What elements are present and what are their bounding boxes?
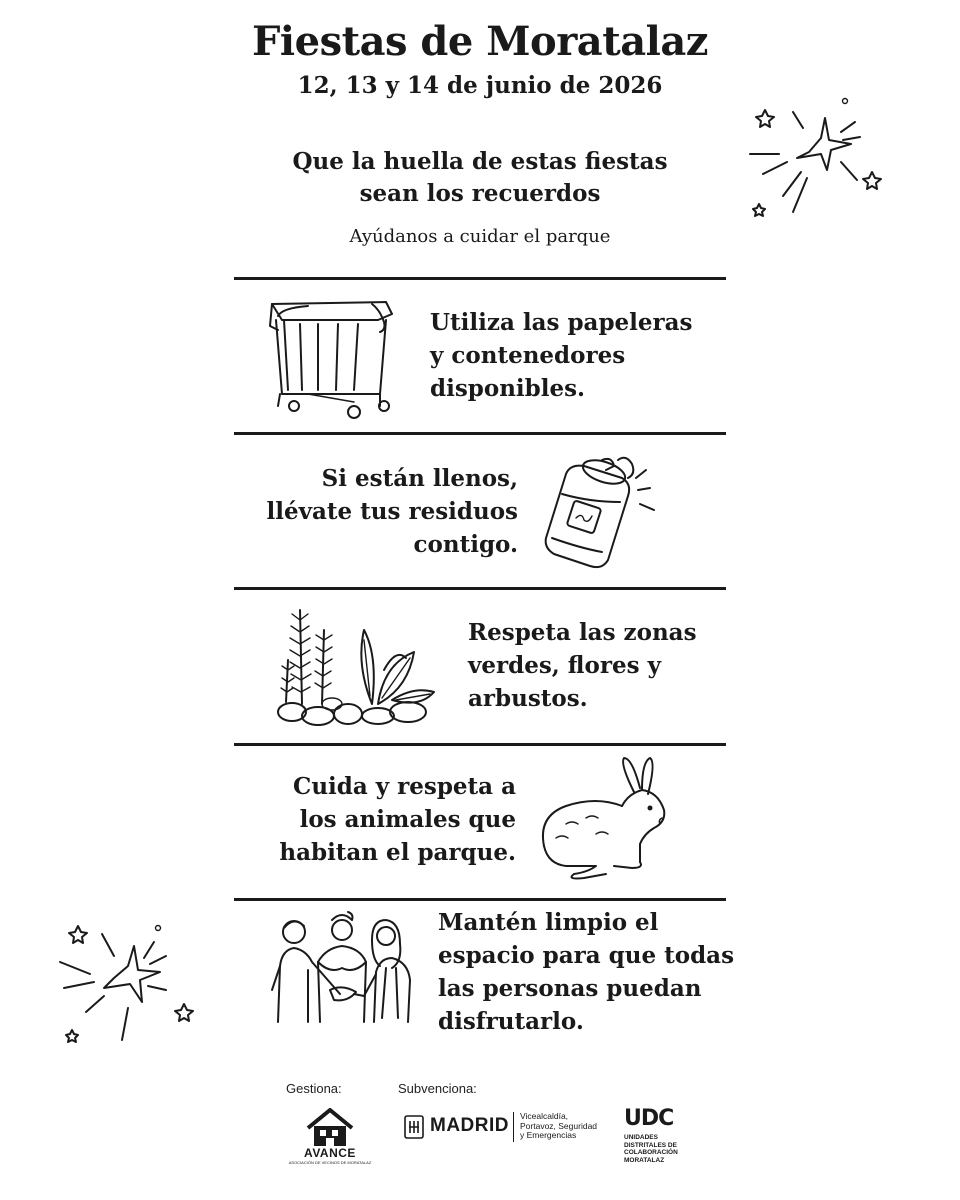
madrid-dept-line: Vicealcaldía, bbox=[520, 1111, 569, 1121]
rabbit-icon bbox=[536, 754, 672, 882]
people-icon bbox=[268, 910, 424, 1030]
plants-icon bbox=[274, 600, 442, 728]
tip-2-text bbox=[220, 462, 518, 561]
tip-line: llévate tus residuos bbox=[266, 498, 518, 525]
tip-3-text bbox=[468, 616, 728, 715]
tip-4-text bbox=[220, 770, 516, 869]
tip-line: Si están llenos, bbox=[321, 465, 518, 492]
slogan-line-1: Que la huella de estas fiestas bbox=[292, 148, 668, 175]
tip-5-text bbox=[438, 906, 738, 1038]
page-title: Fiestas de Moratalaz bbox=[252, 18, 708, 65]
subsidized-label: Subvenciona: bbox=[398, 1081, 477, 1096]
house-icon bbox=[304, 1108, 356, 1148]
tip-line: disponibles. bbox=[430, 375, 586, 402]
crushed-can-icon bbox=[540, 452, 665, 577]
sparkles-icon bbox=[56, 916, 206, 1052]
madrid-crest-icon bbox=[404, 1115, 424, 1139]
avance-logo bbox=[288, 1108, 372, 1168]
event-date: 12, 13 y 14 de junio de 2026 bbox=[297, 72, 663, 99]
divider bbox=[234, 432, 726, 435]
udc-full-name bbox=[624, 1134, 678, 1164]
avance-logo-text: AVANCE bbox=[304, 1146, 356, 1160]
madrid-dept-line: y Emergencias bbox=[520, 1130, 577, 1140]
tip-line: Mantén limpio el bbox=[438, 909, 659, 936]
madrid-logo bbox=[404, 1112, 614, 1144]
divider bbox=[234, 587, 726, 590]
tip-line: las personas puedan bbox=[438, 975, 702, 1002]
tip-line: los animales que bbox=[299, 806, 516, 833]
avance-logo-subtext: ASOCIACIÓN DE VECINOS DE MORATALAZ bbox=[288, 1160, 372, 1165]
udc-logo bbox=[624, 1108, 704, 1172]
divider bbox=[234, 277, 726, 280]
trash-container-icon bbox=[268, 290, 398, 422]
madrid-dept-line: Portavoz, Seguridad bbox=[520, 1120, 598, 1131]
tip-line: y contenedores bbox=[430, 342, 626, 369]
managed-label: Gestiona: bbox=[286, 1081, 342, 1096]
slogan-line-2: sean los recuerdos bbox=[359, 180, 601, 207]
udc-line: DISTRITALES DE bbox=[624, 1141, 677, 1149]
udc-line: MORATALAZ bbox=[624, 1156, 665, 1164]
udc-line: COLABORACIÓN bbox=[624, 1149, 678, 1156]
tip-line: contigo. bbox=[413, 531, 518, 558]
madrid-logo-text: MADRID bbox=[430, 1115, 509, 1136]
tip-line: arbustos. bbox=[468, 685, 588, 712]
tip-1-text bbox=[430, 306, 730, 405]
tip-line: Cuida y respeta a bbox=[293, 773, 516, 800]
udc-logo-text: UDC bbox=[624, 1106, 674, 1131]
subtitle: Ayúdanos a cuidar el parque bbox=[349, 226, 611, 247]
tip-line: Respeta las zonas bbox=[468, 619, 697, 646]
tip-line: disfrutarlo. bbox=[438, 1008, 584, 1035]
tip-line: espacio para que todas bbox=[438, 942, 735, 969]
madrid-department bbox=[520, 1112, 597, 1141]
tip-line: verdes, flores y bbox=[468, 652, 661, 679]
divider bbox=[234, 743, 726, 746]
tip-line: habitan el parque. bbox=[279, 839, 516, 866]
logo-divider bbox=[513, 1112, 514, 1142]
divider bbox=[234, 898, 726, 901]
tip-line: Utiliza las papeleras bbox=[430, 309, 693, 336]
udc-line: UNIDADES bbox=[624, 1134, 658, 1141]
sparkles-icon bbox=[745, 92, 895, 222]
